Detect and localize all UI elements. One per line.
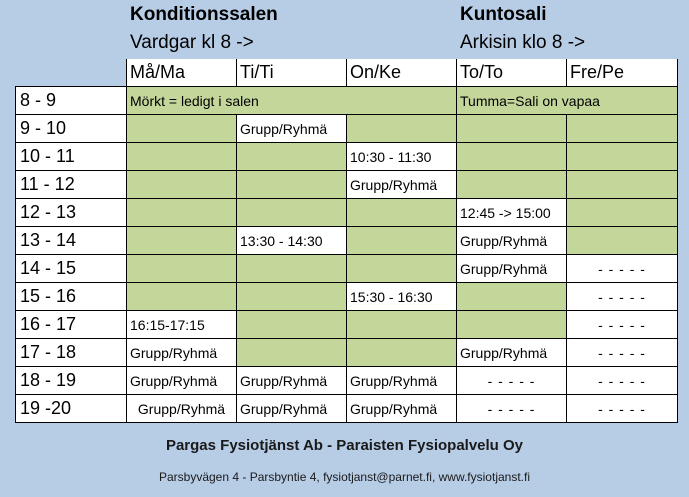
day-header: To/To bbox=[457, 59, 567, 87]
schedule-cell: - - - - - bbox=[567, 283, 678, 311]
schedule-cell: Grupp/Ryhmä bbox=[237, 115, 347, 143]
schedule-cell: Grupp/Ryhmä bbox=[457, 255, 567, 283]
time-cell: 8 - 9 bbox=[16, 87, 127, 115]
table-row bbox=[16, 199, 678, 227]
schedule-cell: Grupp/Ryhmä bbox=[457, 339, 567, 367]
schedule-cell bbox=[347, 339, 457, 367]
schedule-cell: Grupp/Ryhmä bbox=[127, 395, 237, 423]
schedule-cell: Grupp/Ryhmä bbox=[127, 339, 237, 367]
schedule-cell: Grupp/Ryhmä bbox=[237, 367, 347, 395]
schedule-cell bbox=[237, 143, 347, 171]
schedule-cell bbox=[127, 227, 237, 255]
time-cell: 12 - 13 bbox=[16, 199, 127, 227]
schedule-cell: Grupp/Ryhmä bbox=[127, 367, 237, 395]
company-address: Parsbyvägen 4 - Parsbyntie 4, fysiotjanst@parnet.fi, www.fysiotjanst.fi bbox=[158, 470, 530, 484]
schedule-cell bbox=[237, 255, 347, 283]
schedule-cell: - - - - - bbox=[567, 395, 678, 423]
time-cell: 9 - 10 bbox=[16, 115, 127, 143]
table-row bbox=[16, 255, 678, 283]
table-row bbox=[16, 115, 678, 143]
schedule-cell bbox=[237, 311, 347, 339]
schedule-cell bbox=[347, 255, 457, 283]
schedule-cell: 12:45 -> 15:00 bbox=[457, 199, 567, 227]
time-cell: 11 - 12 bbox=[16, 171, 127, 199]
schedule-cell: Grupp/Ryhmä bbox=[457, 227, 567, 255]
day-header: Fre/Pe bbox=[567, 59, 678, 87]
schedule-cell bbox=[127, 171, 237, 199]
time-cell: 15 - 16 bbox=[16, 283, 127, 311]
note-right: Tumma=Sali on vapaa bbox=[457, 87, 678, 115]
time-cell: 16 - 17 bbox=[16, 311, 127, 339]
schedule-cell bbox=[347, 199, 457, 227]
schedule-cell: 13:30 - 14:30 bbox=[237, 227, 347, 255]
table-row bbox=[16, 283, 678, 311]
schedule-cell bbox=[457, 115, 567, 143]
schedule-cell bbox=[127, 115, 237, 143]
title-right: Kuntosali bbox=[460, 4, 547, 25]
schedule-cell: Grupp/Ryhmä bbox=[237, 395, 347, 423]
day-header: Ti/Ti bbox=[237, 59, 347, 87]
schedule-cell: - - - - - bbox=[567, 367, 678, 395]
schedule-cell: - - - - - bbox=[567, 311, 678, 339]
schedule-cell: 15:30 - 16:30 bbox=[347, 283, 457, 311]
schedule-table bbox=[15, 59, 678, 423]
schedule-cell bbox=[127, 283, 237, 311]
schedule-cell bbox=[457, 171, 567, 199]
schedule-cell: - - - - - bbox=[567, 255, 678, 283]
table-row bbox=[16, 87, 678, 115]
title-left: Konditionssalen bbox=[130, 4, 278, 25]
time-cell: 19 -20 bbox=[16, 395, 127, 423]
time-cell: 13 - 14 bbox=[16, 227, 127, 255]
table-row bbox=[16, 395, 678, 423]
schedule-cell: - - - - - bbox=[567, 339, 678, 367]
corner-cell bbox=[16, 59, 127, 87]
schedule-cell bbox=[567, 199, 678, 227]
schedule-cell bbox=[347, 227, 457, 255]
schedule-cell bbox=[567, 227, 678, 255]
subtitle-right: Arkisin klo 8 -> bbox=[460, 32, 586, 53]
schedule-cell bbox=[567, 143, 678, 171]
time-cell: 18 - 19 bbox=[16, 367, 127, 395]
schedule-cell: 10:30 - 11:30 bbox=[347, 143, 457, 171]
schedule-cell: - - - - - bbox=[457, 367, 567, 395]
schedule-cell bbox=[457, 311, 567, 339]
table-row bbox=[16, 143, 678, 171]
schedule-cell: Grupp/Ryhmä bbox=[347, 171, 457, 199]
table-row bbox=[16, 311, 678, 339]
company-name: Pargas Fysiotjänst Ab - Paraisten Fysiopalvelu Oy bbox=[165, 437, 524, 454]
schedule-cell bbox=[347, 311, 457, 339]
schedule-cell bbox=[237, 171, 347, 199]
schedule-cell bbox=[237, 283, 347, 311]
schedule-cell bbox=[567, 115, 678, 143]
schedule-cell bbox=[457, 283, 567, 311]
table-row bbox=[16, 171, 678, 199]
schedule-cell: Grupp/Ryhmä bbox=[347, 395, 457, 423]
schedule-cell bbox=[567, 171, 678, 199]
table-row bbox=[16, 227, 678, 255]
day-header: On/Ke bbox=[347, 59, 457, 87]
schedule-cell: Grupp/Ryhmä bbox=[347, 367, 457, 395]
day-header: Må/Ma bbox=[127, 59, 237, 87]
schedule-cell bbox=[457, 143, 567, 171]
schedule-cell bbox=[347, 115, 457, 143]
note-left: Mörkt = ledigt i salen bbox=[127, 87, 457, 115]
time-cell: 10 - 11 bbox=[16, 143, 127, 171]
schedule-cell bbox=[127, 143, 237, 171]
schedule-cell: - - - - - bbox=[457, 395, 567, 423]
schedule-cell: 16:15-17:15 bbox=[127, 311, 237, 339]
time-cell: 14 - 15 bbox=[16, 255, 127, 283]
table-row bbox=[16, 367, 678, 395]
schedule-cell bbox=[127, 255, 237, 283]
day-header-row bbox=[16, 59, 678, 87]
schedule-cell bbox=[237, 199, 347, 227]
schedule-cell bbox=[127, 199, 237, 227]
schedule-cell bbox=[237, 339, 347, 367]
time-cell: 17 - 18 bbox=[16, 339, 127, 367]
subtitle-left: Vardgar kl 8 -> bbox=[130, 32, 254, 53]
table-row bbox=[16, 339, 678, 367]
